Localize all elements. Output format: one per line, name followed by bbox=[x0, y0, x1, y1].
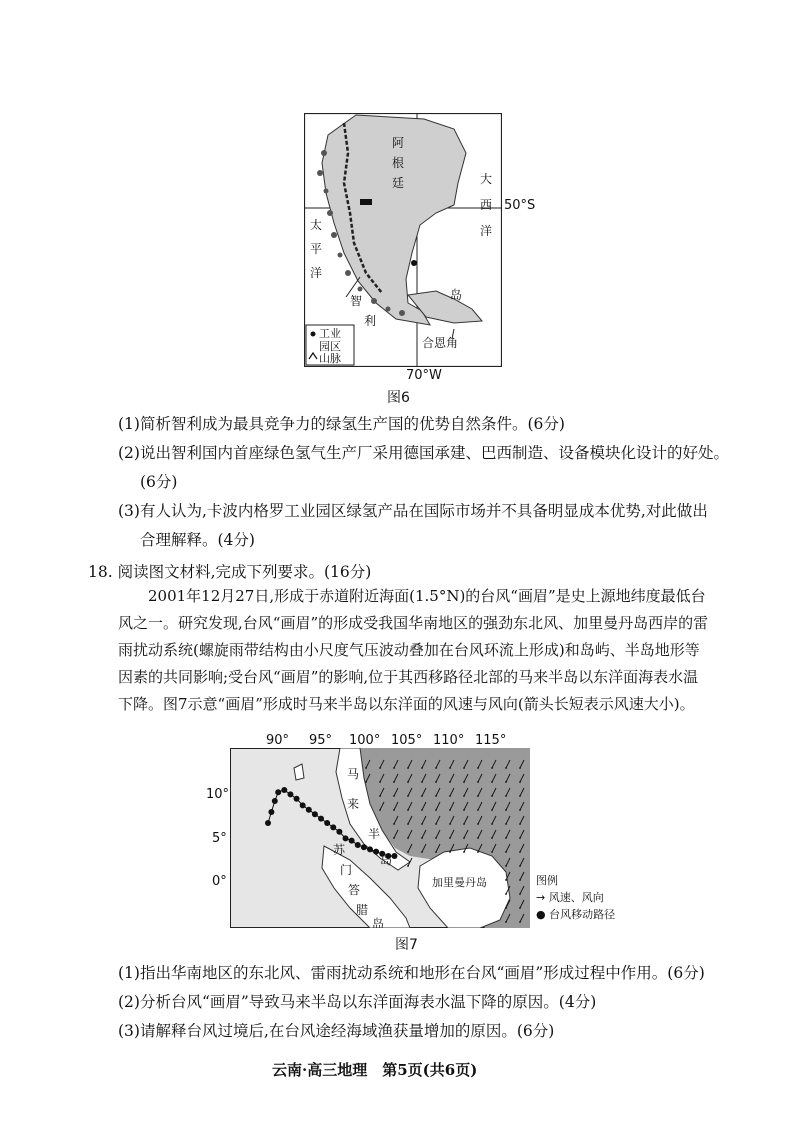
track-point bbox=[294, 796, 300, 802]
wind-arrow-head bbox=[519, 823, 521, 825]
track-point bbox=[268, 809, 274, 815]
track-point bbox=[373, 849, 379, 855]
track-point bbox=[349, 838, 355, 844]
wind-arrow-head bbox=[435, 837, 437, 839]
svg-text:答: 答 bbox=[348, 883, 361, 897]
wind-arrow-head bbox=[379, 781, 381, 783]
svg-text:大: 大 bbox=[480, 172, 493, 186]
lat-tick-5: 5° bbox=[212, 831, 227, 846]
svg-text:半: 半 bbox=[368, 827, 381, 841]
track-point bbox=[343, 835, 349, 841]
svg-text:西: 西 bbox=[480, 198, 493, 212]
wind-arrow-head bbox=[421, 795, 423, 797]
wind-arrow-head bbox=[477, 781, 479, 783]
wind-arrow-head bbox=[393, 837, 395, 839]
wind-arrow-head bbox=[505, 837, 507, 839]
svg-text:来: 来 bbox=[347, 797, 360, 811]
q17-sub2-line1: (2)说出智利国内首座绿色氢气生产厂采用德国承建、巴西制造、设备模块化设计的好处。 bbox=[118, 444, 729, 462]
wind-arrow-head bbox=[519, 907, 521, 909]
q17-sub1: (1)简析智利成为最具竞争力的绿氢生产国的优势自然条件。(6分) bbox=[118, 415, 565, 433]
track-point bbox=[275, 789, 281, 795]
wind-arrow-head bbox=[505, 851, 507, 853]
wind-arrow-head bbox=[519, 837, 521, 839]
svg-text:岛: 岛 bbox=[380, 853, 393, 867]
wind-arrow-head bbox=[477, 837, 479, 839]
wind-arrow-head bbox=[519, 893, 521, 895]
svg-text:园区: 园区 bbox=[319, 340, 341, 353]
svg-text:加里曼丹岛: 加里曼丹岛 bbox=[432, 876, 487, 889]
q18-material: 2001年12月27日,形成于赤道附近海面(1.5°N)的台风“画眉”是史上源地纬度最低台风之一。研究发现,台风“画眉”的形成受我国华南地区的强劲东北风、加里曼丹岛西岸的雷雨扰动系统(螺旋雨带结构由小尺度气压波动叠加在台风环流上形成)和岛屿、半岛地形等因素的共同影响;受台风“画眉”的影响,位于其西移路径北部的马来半岛以东洋面海表水温下降。图7示意“画眉”形成时马来半岛以东洋面的风速与风向(箭头长短表示风速大小)。 bbox=[118, 587, 709, 713]
wind-arrow-head bbox=[407, 767, 409, 769]
lon-tick-115: 115° bbox=[475, 733, 507, 748]
wind-arrow-head bbox=[449, 851, 451, 853]
svg-text:智: 智 bbox=[350, 294, 363, 308]
wind-arrow-head bbox=[421, 837, 423, 839]
wind-arrow-head bbox=[491, 767, 493, 769]
q18-title: 18. 阅读图文材料,完成下列要求。(16分) bbox=[88, 563, 372, 581]
track-point bbox=[300, 802, 306, 808]
wind-arrow-head bbox=[491, 837, 493, 839]
lat-tick-0: 0° bbox=[212, 874, 227, 889]
wind-arrow-head bbox=[365, 781, 367, 783]
figure-6-map bbox=[304, 113, 502, 367]
q17-sub3-line1: (3)有人认为,卡波内格罗工业园区绿氢产品在国际市场并不具备明显成本优势,对此做出 bbox=[118, 502, 708, 520]
page-footer: 云南·高三地理 第5页(共6页) bbox=[272, 1061, 478, 1079]
wind-arrow-head bbox=[407, 823, 409, 825]
figure-6-svg bbox=[304, 113, 502, 367]
wind-arrow-head bbox=[491, 851, 493, 853]
track-point bbox=[361, 844, 367, 850]
figure-7-caption: 图7 bbox=[395, 937, 418, 953]
wind-arrow-head bbox=[407, 837, 409, 839]
wind-arrow-head bbox=[421, 781, 423, 783]
wind-arrow-head bbox=[463, 823, 465, 825]
wind-arrow-icon: → bbox=[536, 891, 549, 904]
wind-arrow-head bbox=[393, 795, 395, 797]
wind-arrow-head bbox=[519, 851, 521, 853]
wind-arrow-head bbox=[463, 809, 465, 811]
wind-arrow-head bbox=[379, 795, 381, 797]
wind-arrow-head bbox=[449, 781, 451, 783]
lon-tick-110: 110° bbox=[433, 733, 465, 748]
wind-arrow-head bbox=[491, 781, 493, 783]
figure-7-map bbox=[230, 748, 530, 928]
figure-6-caption: 图6 bbox=[387, 390, 410, 406]
industrial-zone-marker bbox=[360, 199, 372, 205]
svg-text:洋: 洋 bbox=[310, 266, 323, 280]
svg-text:利: 利 bbox=[364, 314, 377, 328]
wind-arrow-head bbox=[449, 837, 451, 839]
wind-arrow-head bbox=[505, 865, 507, 867]
wind-arrow-head bbox=[449, 795, 451, 797]
legend-track: ● 台风移动路径 bbox=[536, 908, 616, 921]
wind-arrow-head bbox=[379, 767, 381, 769]
figure-7-svg bbox=[230, 748, 530, 928]
wind-arrow-head bbox=[505, 781, 507, 783]
track-dot-icon: ● bbox=[536, 908, 550, 921]
lon-tick-95: 95° bbox=[309, 733, 333, 748]
wind-arrow-head bbox=[407, 865, 409, 867]
q18-sub2: (2)分析台风“画眉”导致马来半岛以东洋面海表水温下降的原因。(4分) bbox=[118, 993, 597, 1011]
wind-arrow-head bbox=[505, 767, 507, 769]
wind-arrow-head bbox=[435, 767, 437, 769]
wind-arrow-head bbox=[519, 795, 521, 797]
lon-70w-label: 70°W bbox=[406, 368, 442, 383]
wind-arrow-head bbox=[449, 809, 451, 811]
wind-arrow-head bbox=[435, 823, 437, 825]
svg-text:腊: 腊 bbox=[356, 903, 369, 917]
wind-arrow-head bbox=[393, 767, 395, 769]
wind-arrow-head bbox=[463, 837, 465, 839]
wind-arrow-head bbox=[435, 795, 437, 797]
wind-arrow-head bbox=[407, 851, 409, 853]
lon-tick-105: 105° bbox=[391, 733, 423, 748]
wind-arrow-head bbox=[519, 809, 521, 811]
track-point bbox=[318, 816, 324, 822]
wind-arrow-head bbox=[407, 809, 409, 811]
wind-arrow-head bbox=[519, 767, 521, 769]
wind-arrow-head bbox=[407, 781, 409, 783]
wind-arrow-head bbox=[463, 781, 465, 783]
wind-arrow-head bbox=[393, 823, 395, 825]
svg-text:合恩角: 合恩角 bbox=[422, 336, 459, 350]
wind-arrow-head bbox=[407, 795, 409, 797]
wind-arrow-head bbox=[435, 781, 437, 783]
track-point bbox=[355, 842, 361, 848]
wind-arrow-head bbox=[477, 767, 479, 769]
svg-text:廷: 廷 bbox=[392, 176, 405, 190]
track-point bbox=[287, 791, 293, 797]
svg-text:岛: 岛 bbox=[450, 288, 463, 302]
wind-arrow-head bbox=[365, 767, 367, 769]
svg-text:洋: 洋 bbox=[480, 224, 493, 238]
wind-arrow-head bbox=[421, 809, 423, 811]
svg-text:岛: 岛 bbox=[372, 917, 385, 928]
q18-sub3: (3)请解释台风过境后,在台风途经海域渔获量增加的原因。(6分) bbox=[118, 1022, 555, 1040]
q18-sub1: (1)指出华南地区的东北风、雷雨扰动系统和地形在台风“画眉”形成过程中作用。(6分) bbox=[118, 964, 705, 982]
wind-arrow-head bbox=[393, 809, 395, 811]
wind-arrow-head bbox=[379, 809, 381, 811]
lat-50s-label: 50°S bbox=[504, 198, 536, 213]
wind-arrow-head bbox=[463, 851, 465, 853]
track-point bbox=[336, 829, 342, 835]
track-point bbox=[272, 798, 278, 804]
wind-arrow-head bbox=[463, 795, 465, 797]
industrial-zone-dot bbox=[411, 260, 417, 266]
wind-arrow-head bbox=[505, 809, 507, 811]
wind-arrow-head bbox=[477, 851, 479, 853]
svg-text:平: 平 bbox=[310, 242, 323, 256]
wind-arrow-head bbox=[421, 823, 423, 825]
svg-text:阿: 阿 bbox=[392, 136, 405, 150]
wind-arrow-head bbox=[505, 823, 507, 825]
track-point bbox=[281, 787, 287, 793]
wind-arrow-head bbox=[505, 921, 507, 923]
q17-sub2-line2: (6分) bbox=[140, 473, 178, 491]
wind-arrow-head bbox=[477, 809, 479, 811]
figure-7-legend bbox=[536, 872, 615, 923]
wind-arrow-head bbox=[477, 823, 479, 825]
wind-arrow-head bbox=[449, 767, 451, 769]
wind-arrow-head bbox=[519, 879, 521, 881]
wind-arrow-head bbox=[491, 823, 493, 825]
wind-arrow-head bbox=[505, 795, 507, 797]
svg-text:马: 马 bbox=[347, 767, 360, 781]
wind-arrow-head bbox=[519, 865, 521, 867]
wind-arrow-head bbox=[435, 851, 437, 853]
wind-arrow-head bbox=[519, 921, 521, 923]
wind-arrow-head bbox=[449, 823, 451, 825]
track-point bbox=[265, 820, 271, 826]
lon-tick-90: 90° bbox=[266, 733, 290, 748]
track-point bbox=[306, 807, 312, 813]
wind-arrow-head bbox=[491, 795, 493, 797]
track-point bbox=[324, 820, 330, 826]
q17-sub3-line2: 合理解释。(4分) bbox=[140, 531, 255, 549]
track-point bbox=[330, 824, 336, 830]
wind-arrow-head bbox=[519, 781, 521, 783]
track-point bbox=[367, 846, 373, 852]
wind-arrow-head bbox=[505, 907, 507, 909]
legend-wind: → 风速、风向 bbox=[536, 891, 604, 904]
wind-arrow-head bbox=[421, 767, 423, 769]
wind-arrow-head bbox=[421, 851, 423, 853]
wind-arrow-head bbox=[393, 781, 395, 783]
wind-arrow-head bbox=[435, 809, 437, 811]
lon-tick-100: 100° bbox=[349, 733, 381, 748]
wind-arrow-head bbox=[505, 879, 507, 881]
svg-text:门: 门 bbox=[340, 863, 353, 877]
svg-text:工业: 工业 bbox=[319, 327, 341, 340]
wind-arrow-head bbox=[491, 809, 493, 811]
wind-arrow-head bbox=[477, 795, 479, 797]
track-point bbox=[312, 811, 318, 817]
svg-text:根: 根 bbox=[392, 156, 405, 170]
svg-text:苏: 苏 bbox=[333, 843, 346, 857]
wind-arrow-head bbox=[505, 893, 507, 895]
svg-text:山脉: 山脉 bbox=[319, 352, 341, 365]
lat-tick-10: 10° bbox=[206, 787, 230, 802]
legend-title: 图例 bbox=[536, 874, 558, 887]
track-point bbox=[391, 853, 397, 859]
svg-text:太: 太 bbox=[310, 218, 323, 232]
wind-arrow-head bbox=[463, 767, 465, 769]
